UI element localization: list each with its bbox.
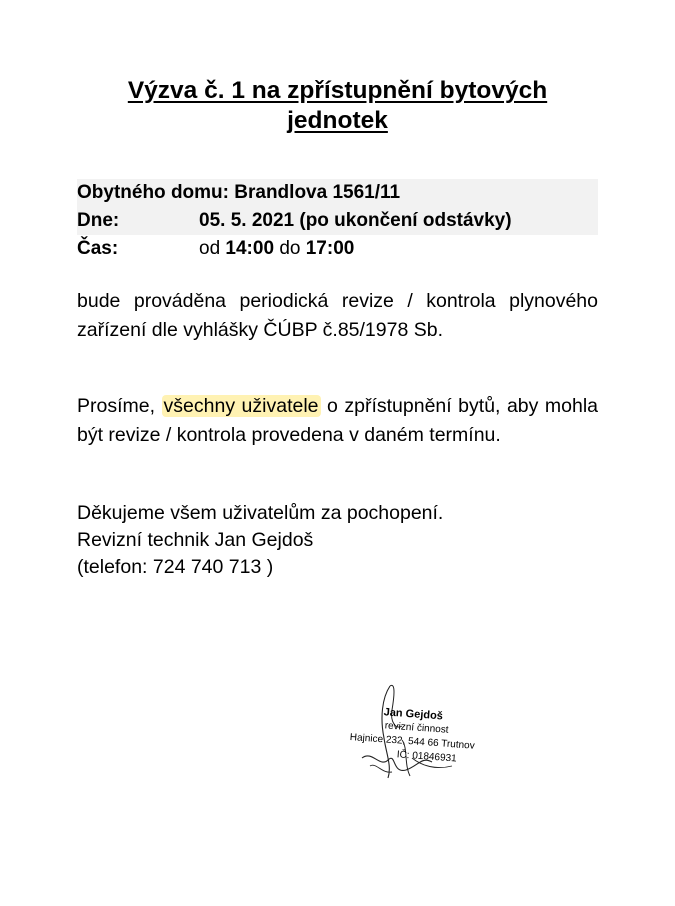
thanks-line: Děkujeme všem uživatelům za pochopení.	[77, 502, 444, 524]
date-value: 05. 5. 2021 (po ukončení odstávky)	[199, 210, 512, 231]
request-after: o zpřístupnění bytů, aby mohla být revize / kontrola provedena v daném termínu.	[77, 395, 598, 446]
highlighted-users: všechny uživatele	[163, 395, 319, 417]
time-value	[199, 235, 354, 263]
info-block	[77, 179, 598, 263]
house-label: Obytného domu:	[77, 182, 229, 203]
date-row	[77, 207, 598, 235]
time-to: 17:00	[305, 238, 355, 259]
closing-block	[77, 500, 443, 581]
stamp-ic: IČ: 01846931	[396, 749, 458, 765]
time-from: 14:00	[225, 238, 275, 259]
revision-paragraph: bude prováděna periodická revize / kontrola plynového zařízení dle vyhlášky ČÚBP č.85/1978 Sb.	[77, 290, 598, 341]
date-label: Dne:	[77, 210, 120, 231]
title-line-1: Výzva č. 1 na zpřístupnění bytových	[127, 77, 548, 104]
title-line-2: jednotek	[287, 107, 388, 134]
technician-line: Revizní technik Jan Gejdoš	[77, 529, 314, 551]
document-title	[60, 76, 615, 136]
time-from-word: od	[199, 238, 221, 259]
time-to-word: do	[279, 238, 301, 259]
signature-stamp	[349, 678, 512, 788]
stamp-name: Jan Gejdoš	[383, 706, 444, 723]
stamp-address: Hajnice 232, 544 66 Trutnov	[349, 732, 476, 752]
stamp-activity: revizní činnost	[384, 720, 449, 736]
time-label: Čas:	[77, 238, 119, 259]
house-row	[77, 179, 598, 207]
request-before: Prosíme,	[77, 395, 156, 417]
phone-line: (telefon: 724 740 713 )	[77, 556, 274, 578]
request-paragraph	[77, 392, 598, 450]
house-value: Brandlova 1561/11	[234, 182, 401, 203]
time-row	[77, 235, 598, 263]
